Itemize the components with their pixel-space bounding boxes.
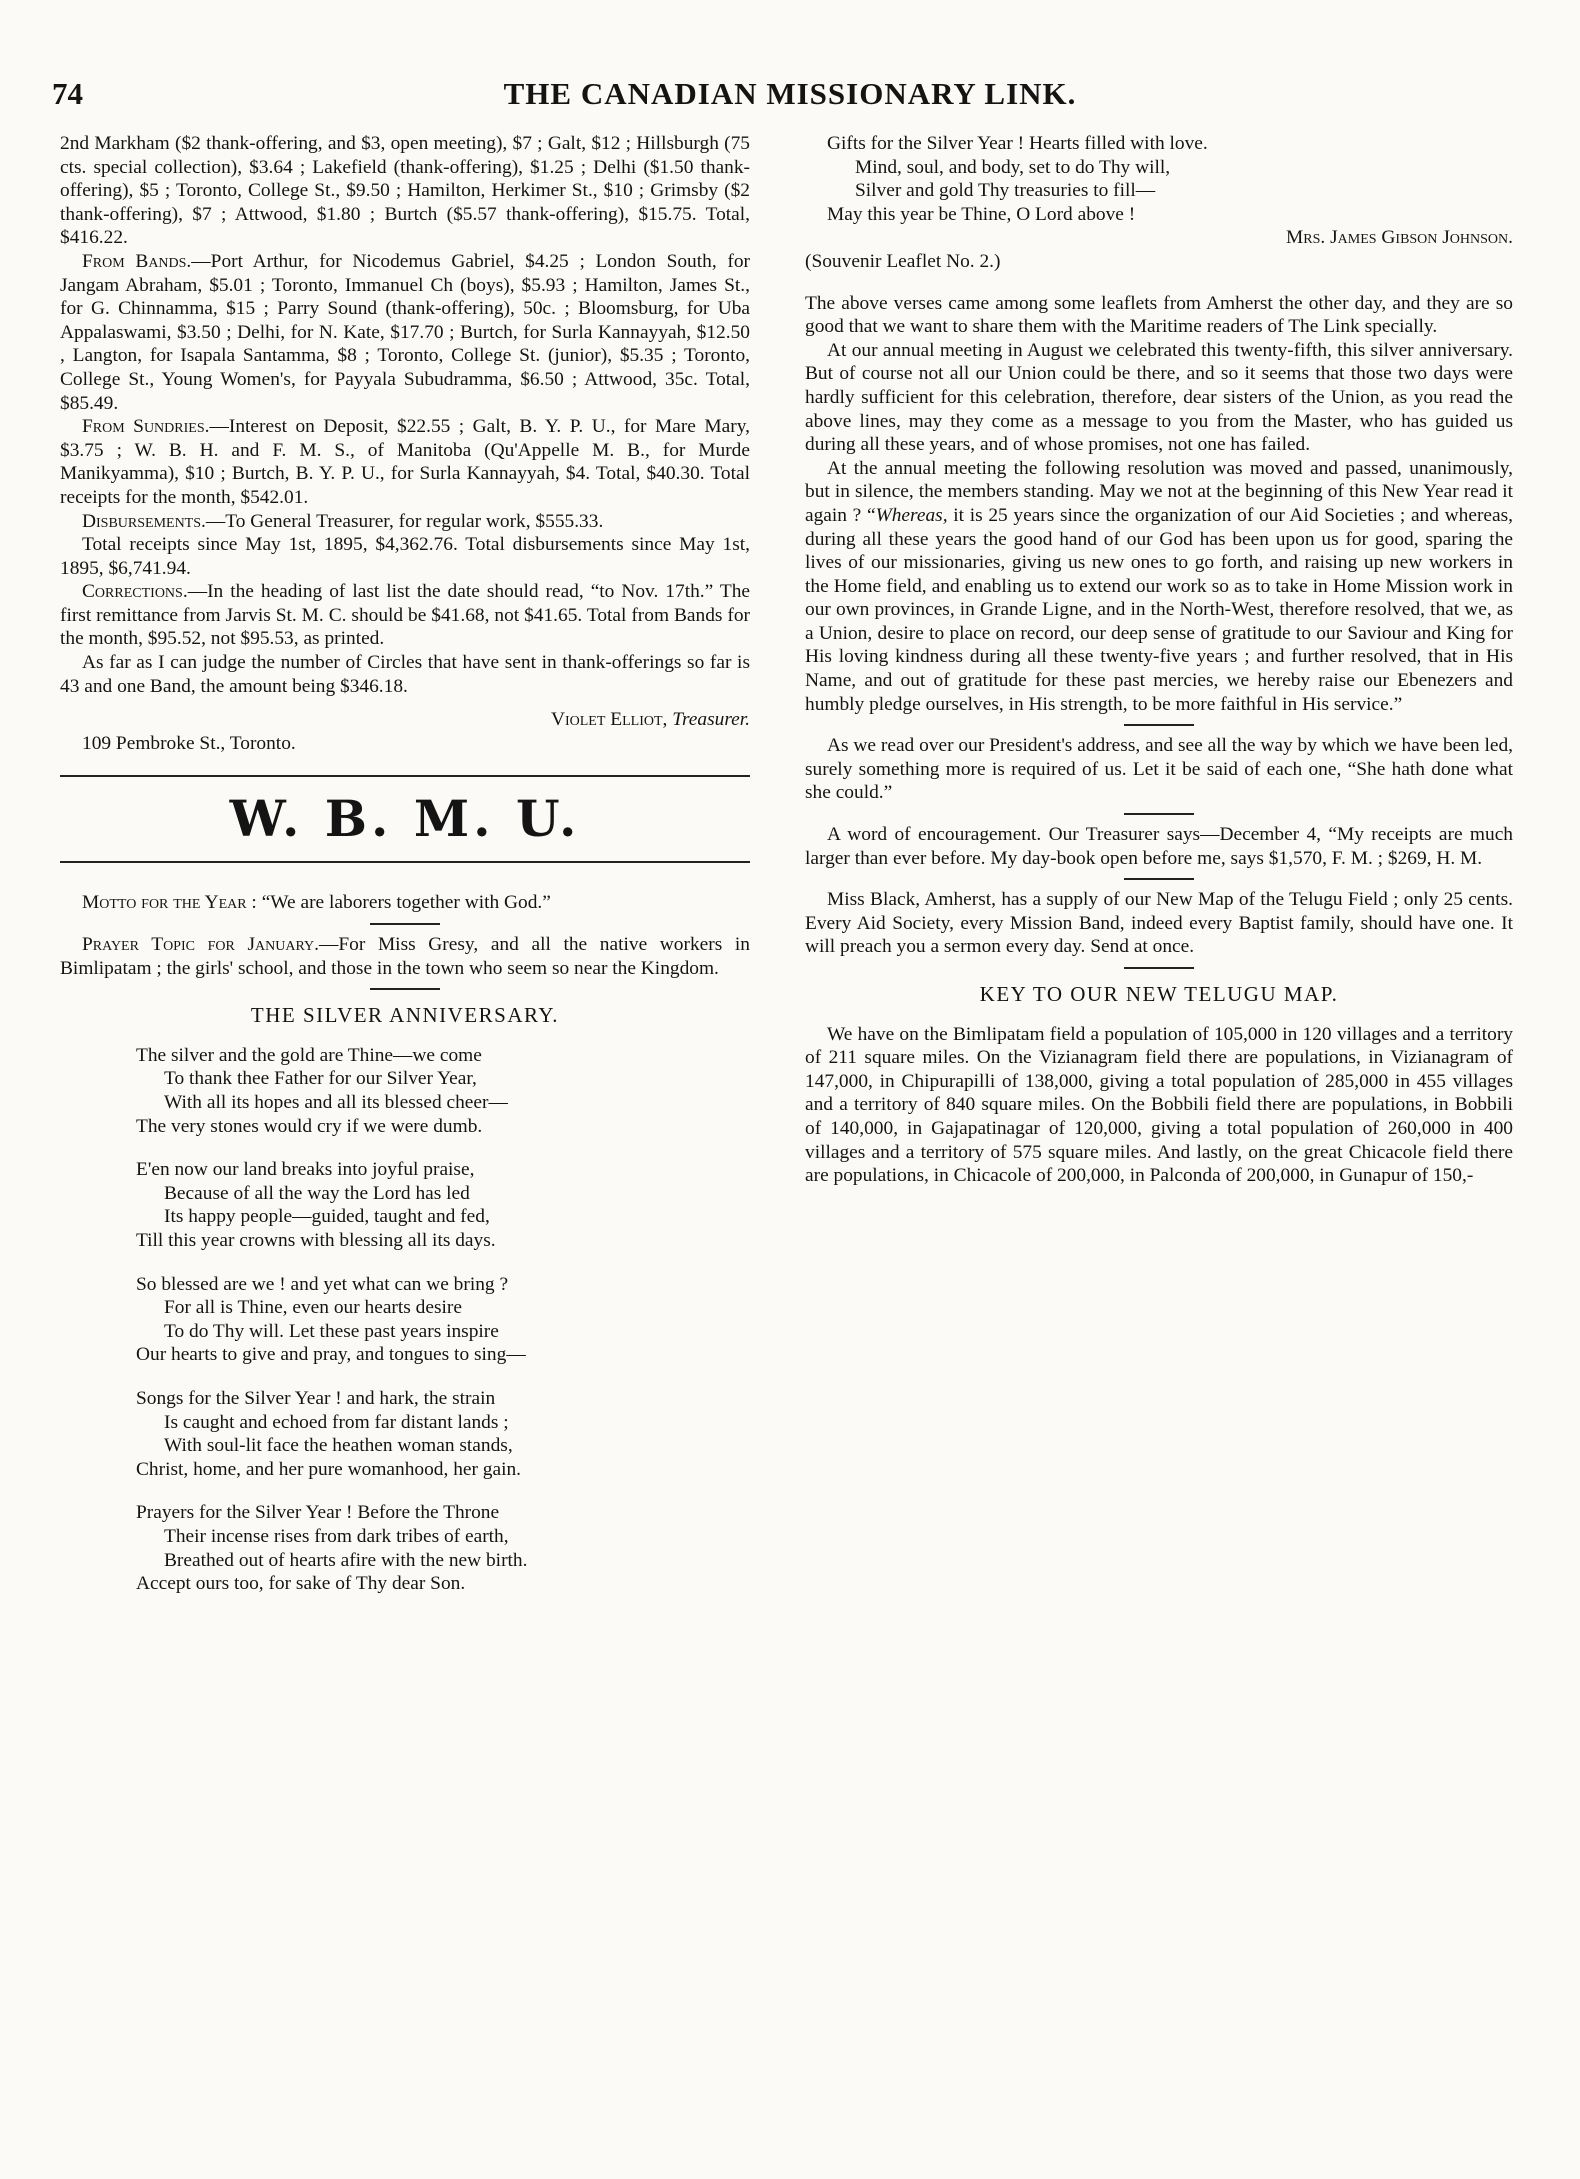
poem-line: Mind, soul, and body, set to do Thy will, [855,156,1171,178]
poem-stanza [136,1158,750,1252]
sundries-text: —Interest on Deposit, $22.55 ; Galt, B. Y. P. U., for Mare Mary, $3.75 ; W. B. H. and F. M. S., of Manitoba (Qu'Appelle M. B., for Murde Manikyamma), $10 ; Burtch, B. Y. P. U., for Surla Kannayyah, $4. Total, $40.30. Total receipts for the month, $542.01. [60,416,750,508]
poem-line: Silver and gold Thy treasuries to fill— [855,180,1156,202]
resolution-text: it is 25 years since the organization of our Aid Societies ; and whereas, during all these years the good hand of our God has been upon us for good, sparing the lives of our missionaries, giving us new ones to go forth, and raising up new workers in the Home field, and enabling us to extend our work so as to take in Home Mission work in our own provinces, in Grande Ligne, and in the North-West, therefore resolved, that we, as a Union, desire to place on record, our deep sense of gratitude to our Saviour and King for His loving kindness during all these twenty-five years ; and further resolved, that in His Name, and out of gratitude for these past mercies, we hereby raise our Ebenezers and humbly pledge ourselves, in His strength, to be more faithful in His service.” [805,504,1514,715]
right-column [805,132,1513,1188]
divider [1124,878,1194,880]
disbursements-text: —To General Treasurer, for regular work, $555.33. [205,510,604,532]
resolution-intro: At the annual meeting the following resolution was moved and passed, unanimously, but in silence, the members standing. May we not at the beginning of this New Year read it again ? “ [805,457,1513,526]
circles-paragraph: As far as I can judge the number of Circles that have sent in thank-offerings so far is 43 and one Band, the amount being $346.18. [60,652,750,697]
divider [1124,724,1194,726]
poem-line: Gifts for the Silver Year ! Hearts filled with love. [827,133,1208,154]
poem-line: With soul-lit face the heathen woman stands, [164,1435,513,1457]
sundries-label: From Sundries. [82,416,210,438]
poem-line: To thank thee Father for our Silver Year, [164,1068,477,1090]
motto-text: “We are laborers together with God.” [261,892,551,914]
poem-line: E'en now our land breaks into joyful praise, [136,1159,475,1181]
poem-line: Because of all the way the Lord has led [164,1182,470,1204]
disbursements-paragraph [60,510,750,534]
disbursements-label: Disbursements. [82,510,206,532]
map-key-paragraph: We have on the Bimlipatam field a population of 105,000 in 120 villages and a territory of 211 square miles. On the Vizianagram field there are populations, in Vizianagram of 147,000, in Chipurapilli of 138,000, giving a total population of 285,000 in 455 villages and a territory of 840 square miles. On the Bobbili field there are populations, in Bobbili of 140,000, in Gajapatinagar of 120,000, giving a total population of 260,000 in 400 villages and a territory of 575 square miles. And lastly, on the great Chicacole field there are populations, in Chicacole of 200,000, in Palconda of 200,000, in Gunapur of 150,- [805,1023,1513,1187]
bands-paragraph [60,250,750,415]
section-rule-bottom [60,861,750,863]
receipts-paragraph: 2nd Markham ($2 thank-offering, and $3, open meeting), $7 ; Galt, $12 ; Hillsburgh (75 cts. special collection), $3.64 ; Lakefield (thank-offering), $1.25 ; Delhi ($1.50 thank-offering), $5 ; Toronto, College St., $9.50 ; Hamilton, Herkimer St., $10 ; Grimsby ($2 thank-offering), $7 ; Attwood, $1.80 ; Burtch ($5.57 thank-offering), $15.75. Total, $416.22. [60,133,750,249]
poem-line: Our hearts to give and pray, and tongues to sing— [136,1344,526,1366]
poem-line: Till this year crowns with blessing all its days. [136,1229,496,1251]
map-notice-paragraph: Miss Black, Amherst, has a supply of our New Map of the Telugu Field ; only 25 cents. Every Aid Society, every Mission Band, indeed every Baptist family, should have one. It will preach you a sermon every day. Send at once. [805,889,1513,958]
poem-line: The silver and the gold are Thine—we come [136,1044,482,1066]
poem-line: May this year be Thine, O Lord above ! [827,203,1136,225]
verses-paragraph: The above verses came among some leaflets from Amherst the other day, and they are so good that we want to share them with the Maritime readers of The Link specially. [805,292,1513,338]
poem-author-name: Mrs. James Gibson Johnson. [1286,227,1513,249]
totals-paragraph: Total receipts since May 1st, 1895, $4,362.76. Total disbursements since May 1st, 1895, $6,741.94. [60,534,750,579]
treasurer-signature [60,708,750,732]
divider [1124,813,1194,815]
poem-source: (Souvenir Leaflet No. 2.) [805,250,1001,272]
prayer-text: —For Miss Gresy, and all the native workers in Bimlipatam ; the girls' school, and those in the town who seem so near the Kingdom. [60,934,750,979]
poem-line: Breathed out of hearts afire with the new birth. [164,1549,528,1571]
poem-line: Songs for the Silver Year ! and hark, the strain [136,1387,496,1409]
corrections-text: —In the heading of last list the date should read, “to Nov. 17th.” The first remittance from Jarvis St. M. C. should be $41.68, not $41.65. Total from Bands for the month, $95.52, not $95.53, as printed. [60,581,750,650]
prayer-paragraph [60,933,750,980]
poem-line: For all is Thine, even our hearts desire [164,1297,462,1319]
bands-text: —Port Arthur, for Nicodemus Gabriel, $4.25 ; London South, for Jangam Abraham, $5.01 ; Toronto, Immanuel Ch (boys), $5.93 ; Hamilton, James St., for G. Chinnamma, $15 ; Parry Sound (thank-offering), 50c. ; Bloomsburg, for Uba Appalaswami, $3.50 ; Delhi, for N. Kate, $17.70 ; Burtch, for Surla Kannayyah, $12.50 , Langton, for Isapala Santamma, $8 ; Toronto, College St. (junior), $5.35 ; Toronto, College St., Young Women's, for Payyala Subudramma, $6.50 ; Attwood, 35c. Total, $85.49. [60,250,750,414]
poem-author [805,226,1513,250]
resolution-whereas: Whereas, [875,504,948,526]
poem-title: THE SILVER ANNIVERSARY. [250,1003,560,1028]
motto-label: Motto for the Year : [82,892,257,914]
poem-stanza [136,1273,750,1367]
poem-line: So blessed are we ! and yet what can we bring ? [136,1273,509,1295]
poem-line: Is caught and echoed from far distant lands ; [164,1411,509,1433]
poem-line: Its happy people—guided, taught and fed, [164,1206,490,1228]
treasurer-address: 109 Pembroke St., Toronto. [82,732,296,754]
map-key-title: KEY TO OUR NEW TELUGU MAP. [979,982,1339,1006]
signature-title: Treasurer. [672,709,750,731]
poem-line: Prayers for the Silver Year ! Before the Throne [136,1502,500,1524]
resolution-paragraph [805,457,1513,717]
poem-stanza-continued [827,132,1513,226]
president-address-paragraph: As we read over our President's address, and see all the way by which we have been led, surely something more is required of us. Let it be said of each one, “She hath done what she could.” [805,735,1513,804]
poem-line: To do Thy will. Let these past years inspire [164,1320,499,1342]
poem-line: Accept ours too, for sake of Thy dear Son. [136,1573,466,1595]
encouragement-paragraph: A word of encouragement. Our Treasurer says—December 4, “My receipts are much larger than ever before. My day-book open before me, says $1,570, F. M. ; $269, H. M. [805,824,1513,869]
divider [370,923,440,925]
corrections-label: Corrections. [82,581,188,603]
section-rule-top [60,775,750,777]
running-head: THE CANADIAN MISSIONARY LINK. [503,76,1077,111]
divider [1124,967,1194,969]
left-column [60,132,750,1616]
bands-label: From Bands. [82,250,192,272]
poem [136,1044,750,1596]
poem-line: The very stones would cry if we were dumb. [136,1115,483,1137]
corrections-paragraph [60,580,750,651]
annual-meeting-paragraph: At our annual meeting in August we celebrated this twenty-fifth, this silver anniversary. But of course not all our Union could be there, and so it seems that those two days were hardly sufficient for this celebration, therefore, dear sisters of the Union, as you read the above lines, may they come as a message to you from the Master, who has guided us during all these years, and of whose promises, not one has failed. [805,339,1513,456]
section-title: W. B. M. U. [229,789,581,849]
poem-stanza [136,1387,750,1481]
poem-line: Christ, home, and her pure womanhood, her gain. [136,1458,522,1480]
motto-paragraph [60,891,750,915]
poem-stanza [136,1501,750,1595]
divider [370,988,440,990]
page-number: 74 [52,76,83,111]
sundries-paragraph [60,415,750,509]
poem-stanza [136,1044,750,1138]
prayer-label: Prayer Topic for January. [82,934,319,956]
poem-line: With all its hopes and all its blessed cheer— [164,1092,508,1113]
poem-line: Their incense rises from dark tribes of earth, [164,1525,509,1547]
signature-name: Violet Elliot, [550,709,668,731]
